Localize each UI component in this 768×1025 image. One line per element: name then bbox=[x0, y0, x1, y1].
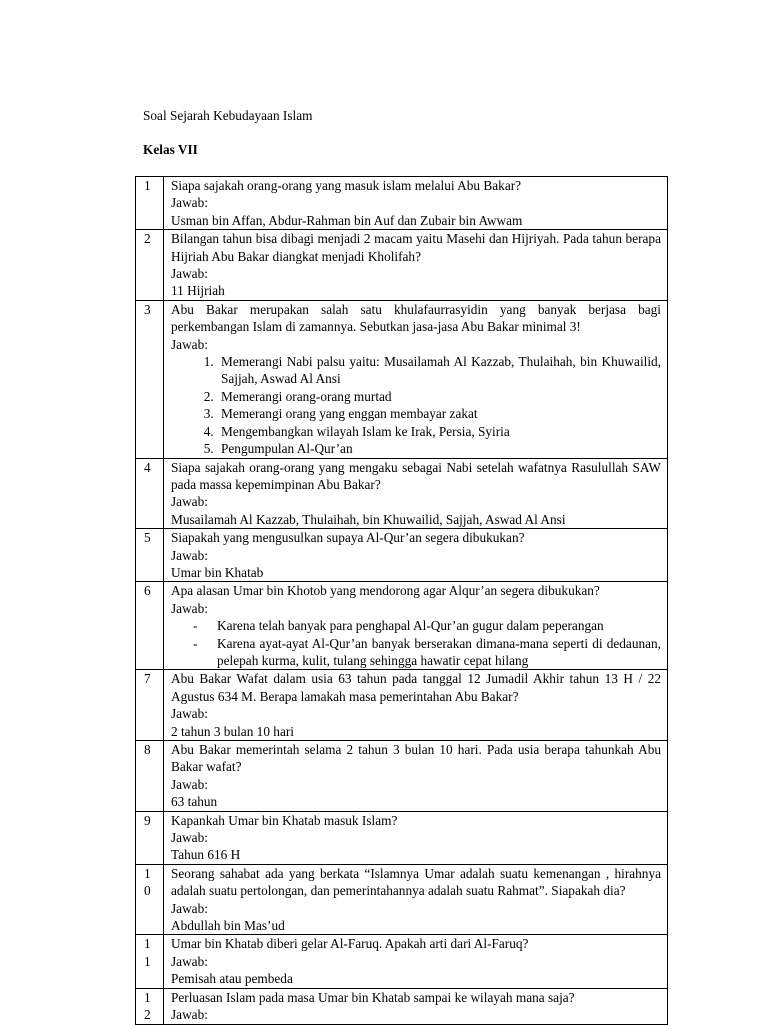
question-cell bbox=[164, 177, 668, 230]
question-text: Siapa sajakah orang-orang yang masuk islam melalui Abu Bakar? bbox=[171, 178, 522, 193]
question-number: 1 bbox=[144, 178, 151, 193]
question-cell bbox=[164, 811, 668, 864]
question-table bbox=[135, 176, 668, 1025]
question-number: 3 bbox=[144, 301, 151, 317]
answer-label: Jawab: bbox=[171, 266, 208, 282]
question-number-cell bbox=[136, 670, 164, 741]
question-number-cell bbox=[136, 529, 164, 582]
answer-label: Jawab: bbox=[171, 830, 208, 846]
answer-label: Jawab: bbox=[171, 953, 208, 969]
question-number-cell bbox=[136, 582, 164, 670]
question-number: 12 bbox=[144, 989, 151, 1023]
table-row bbox=[136, 458, 668, 529]
table-row bbox=[136, 811, 668, 864]
table-row bbox=[136, 864, 668, 935]
question-text: Abu Bakar merupakan salah satu khulafaurrasyidin yang banyak berjasa bagi perkembangan Islam di zamannya. Sebutkan jasa-jasa Abu Bakar minimal 3! bbox=[171, 301, 661, 335]
question-number-cell bbox=[136, 864, 164, 935]
answer-text: 63 tahun bbox=[171, 794, 218, 810]
question-text: Apa alasan Umar bin Khotob yang mendorong agar Alqur’an segera dibukukan? bbox=[171, 583, 600, 599]
list-item: - Karena ayat-ayat Al-Qur’an banyak berserakan dimana-mana seperti di dedaunan, pelepah kurma, kulit, tulang sehingga hawatir cepat hilang bbox=[193, 635, 661, 670]
question-number-cell bbox=[136, 458, 164, 529]
question-number-cell bbox=[136, 300, 164, 458]
question-cell bbox=[164, 935, 668, 988]
answer-label: Jawab: bbox=[171, 706, 208, 722]
list-item: 3. Memerangi orang yang enggan membayar zakat bbox=[217, 405, 661, 422]
question-cell bbox=[164, 741, 668, 812]
answer-text: Usman bin Affan, Abdur-Rahman bin Auf dan Zubair bin Awwam bbox=[171, 212, 523, 228]
table-row bbox=[136, 230, 668, 301]
answer-text: Abdullah bin Mas’ud bbox=[171, 918, 285, 934]
class-label: Kelas VII bbox=[143, 142, 198, 157]
answer-label: Jawab: bbox=[171, 547, 208, 563]
question-text: Abu Bakar memerintah selama 2 tahun 3 bulan 10 hari. Pada usia berapa tahunkah Abu Bakar wafat? bbox=[171, 742, 661, 775]
table-row bbox=[136, 582, 668, 670]
question-number: 10 bbox=[144, 865, 151, 899]
question-text: Seorang sahabat ada yang berkata “Islamnya Umar adalah suatu kemenangan , hirahnya adalah suatu pertolongan, dan pemerintahannya adalah suatu Rahmat”. Siapakah dia? bbox=[171, 865, 661, 899]
answer-label: Jawab: bbox=[171, 1007, 208, 1023]
list-item: - Karena telah banyak para penghapal Al-Qur’an gugur dalam peperangan bbox=[193, 617, 661, 634]
question-text: Siapakah yang mengusulkan supaya Al-Qur’an segera dibukukan? bbox=[171, 530, 525, 546]
question-text: Perluasan Islam pada masa Umar bin Khatab sampai ke wilayah mana saja? bbox=[171, 989, 575, 1005]
question-cell bbox=[164, 670, 668, 741]
question-number: 2 bbox=[144, 231, 151, 247]
list-item: 4. Mengembangkan wilayah Islam ke Irak, Persia, Syiria bbox=[217, 423, 661, 440]
answer-text: Musailamah Al Kazzab, Thulaihah, bin Khuwailid, Sajjah, Aswad Al Ansi bbox=[171, 511, 566, 527]
question-number: 4 bbox=[144, 459, 151, 475]
question-number-cell bbox=[136, 935, 164, 988]
question-cell bbox=[164, 230, 668, 301]
question-number: 11 bbox=[144, 936, 151, 969]
question-cell bbox=[164, 458, 668, 529]
answer-text: 11 Hijriah bbox=[171, 283, 225, 299]
list-item: 1. Memerangi Nabi palsu yaitu: Musailamah Al Kazzab, Thulaihah, bin Khuwailid, Sajjah, Aswad Al Ansi bbox=[217, 353, 661, 388]
answer-text: Pemisah atau pembeda bbox=[171, 971, 293, 987]
answer-label: Jawab: bbox=[171, 336, 208, 352]
table-row bbox=[136, 300, 668, 458]
answer-label: Jawab: bbox=[171, 195, 208, 211]
table-row bbox=[136, 529, 668, 582]
question-number-cell bbox=[136, 230, 164, 301]
answer-label: Jawab: bbox=[171, 776, 208, 792]
question-number-cell bbox=[136, 741, 164, 812]
question-number: 5 bbox=[144, 530, 151, 546]
answer-text: Tahun 616 H bbox=[171, 847, 241, 863]
question-text: Umar bin Khatab diberi gelar Al-Faruq. Apakah arti dari Al-Faruq? bbox=[171, 936, 529, 952]
answer-label: Jawab: bbox=[171, 600, 208, 616]
question-cell bbox=[164, 988, 668, 1024]
question-cell bbox=[164, 529, 668, 582]
list-item: 5. Pengumpulan Al-Qur’an bbox=[217, 440, 661, 457]
answer-numbered-list bbox=[171, 353, 661, 457]
table-row bbox=[136, 741, 668, 812]
question-text: Kapankah Umar bin Khatab masuk Islam? bbox=[171, 812, 398, 828]
question-cell bbox=[164, 582, 668, 670]
question-text: Abu Bakar Wafat dalam usia 63 tahun pada tanggal 12 Jumadil Akhir tahun 13 H / 22 Agustus 634 M. Berapa lamakah masa pemerintahan Abu Bakar? bbox=[171, 671, 661, 704]
table-row bbox=[136, 177, 668, 230]
answer-dash-list bbox=[171, 617, 661, 669]
question-number: 9 bbox=[144, 812, 151, 828]
answer-label: Jawab: bbox=[171, 494, 208, 510]
question-cell bbox=[164, 864, 668, 935]
table-row bbox=[136, 670, 668, 741]
question-cell bbox=[164, 300, 668, 458]
question-number-cell bbox=[136, 988, 164, 1024]
question-number: 6 bbox=[144, 583, 151, 599]
answer-text: 2 tahun 3 bulan 10 hari bbox=[171, 723, 294, 739]
question-number: 8 bbox=[144, 742, 151, 757]
question-number-cell bbox=[136, 811, 164, 864]
table-row bbox=[136, 935, 668, 988]
document-title: Soal Sejarah Kebudayaan Islam bbox=[143, 108, 313, 123]
question-text: Bilangan tahun bisa dibagi menjadi 2 macam yaitu Masehi dan Hijriyah. Pada tahun berapa Hijriah Abu Bakar diangkat menjadi Kholifah? bbox=[171, 231, 661, 264]
list-item: 2. Memerangi orang-orang murtad bbox=[217, 388, 661, 405]
table-row bbox=[136, 988, 668, 1024]
question-number: 7 bbox=[144, 671, 151, 687]
question-text: Siapa sajakah orang-orang yang mengaku sebagai Nabi setelah wafatnya Rasulullah SAW pada massa kepemimpinan Abu Bakar? bbox=[171, 459, 661, 492]
answer-label: Jawab: bbox=[171, 900, 208, 916]
question-number-cell bbox=[136, 177, 164, 230]
answer-text: Umar bin Khatab bbox=[171, 564, 264, 580]
